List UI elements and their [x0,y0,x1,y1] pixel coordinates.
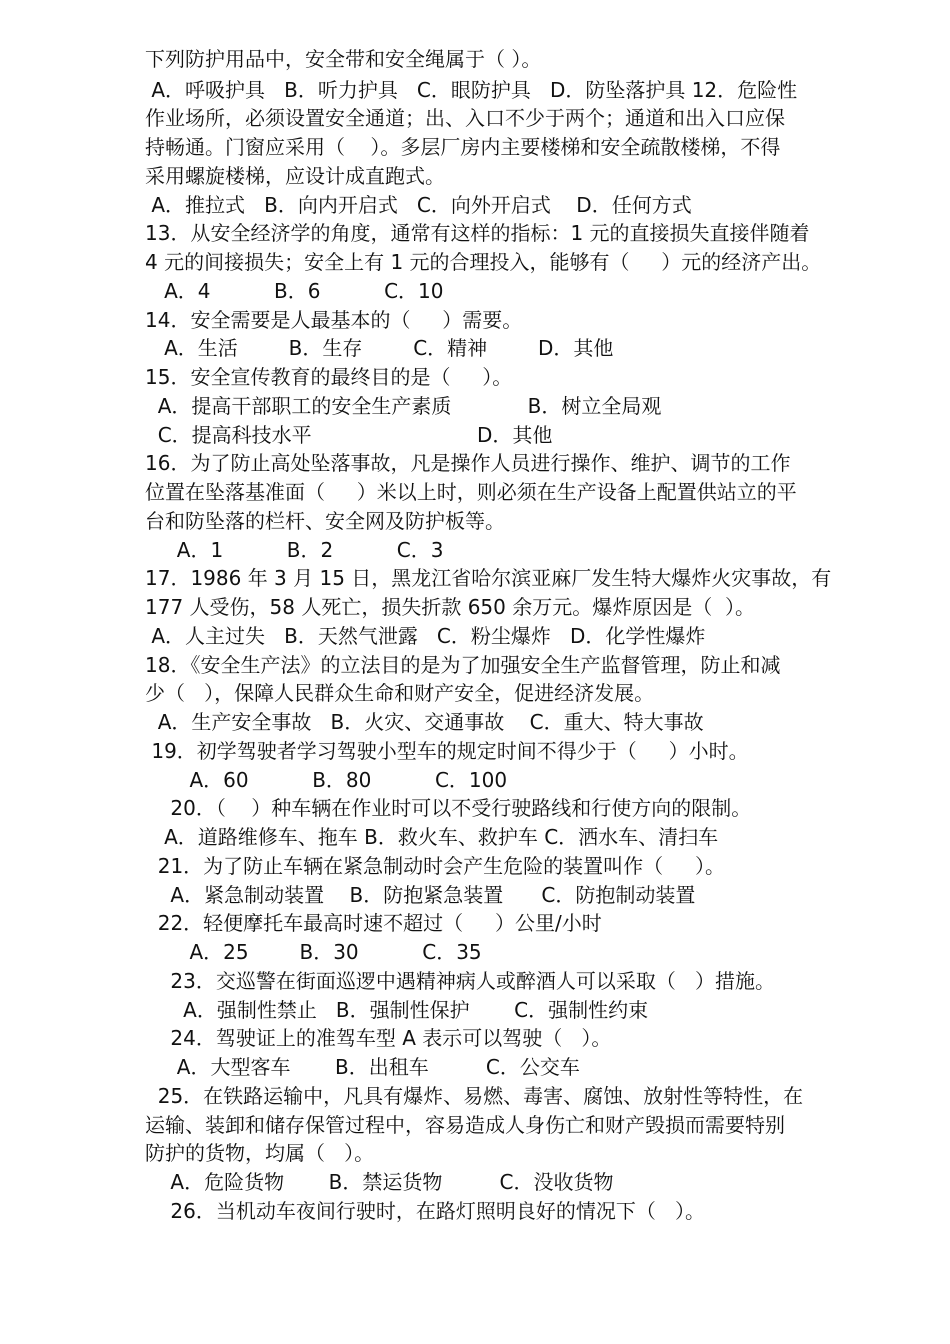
text-line: 18．《安全生产法》的立法目的是为了加强安全生产监督管理，防止和减 [145,653,781,677]
text-line: 运输、装卸和储存保管过程中，容易造成人身伤亡和财产毁损而需要特别 [145,1113,785,1137]
text-line: A．提高干部职工的安全生产素质 B．树立全局观 [145,394,662,418]
text-line: 26．当机动车夜间行驶时，在路灯照明良好的情况下（ ）。 [145,1199,705,1223]
text-line: 15．安全宣传教育的最终目的是（ ）。 [145,365,513,389]
text-line: 25．在铁路运输中，凡具有爆炸、易燃、毒害、腐蚀、放射性等特性，在 [145,1084,804,1108]
text-line: A．紧急制动装置 B．防抱紧急装置 C．防抱制动装置 [145,883,696,907]
text-line: 177 人受伤，58 人死亡，损失折款 650 余万元。爆炸原因是（ ）。 [145,595,755,619]
text-line: 21．为了防止车辆在紧急制动时会产生危险的装置叫作（ ）。 [145,854,725,878]
text-line: 防护的货物，均属（ ）。 [145,1141,375,1165]
text-line: A．强制性禁止 B．强制性保护 C．强制性约束 [145,998,649,1022]
text-line: 20．（ ）种车辆在作业时可以不受行驶路线和行使方向的限制。 [145,796,752,820]
text-line: 14．安全需要是人最基本的（ ）需要。 [145,308,523,332]
text-line: 13．从安全经济学的角度，通常有这样的指标：1 元的直接损失直接伴随着 [145,221,810,245]
text-line: 22．轻便摩托车最高时速不超过（ ）公里/小时 [145,911,602,935]
text-line: A．60 B．80 C．100 [145,768,508,792]
text-line: 4 元的间接损失；安全上有 1 元的合理投入，能够有（ ）元的经济产出。 [145,250,822,274]
text-line: A．道路维修车、拖车 B．救火车、救护车 C．洒水车、清扫车 [145,825,719,849]
text-line: A．25 B．30 C．35 [145,940,482,964]
text-line: A．人主过失 B．天然气泄露 C．粉尘爆炸 D．化学性爆炸 [145,624,706,648]
text-line: 19．初学驾驶者学习驾驶小型车的规定时间不得少于（ ）小时。 [145,739,749,763]
text-line: 持畅通。门窗应采用（ ）。多层厂房内主要楼梯和安全疏散楼梯，不得 [145,135,781,159]
text-line: 23．交巡警在街面巡逻中遇精神病人或醉酒人可以采取（ ）措施。 [145,969,775,993]
text-line: A．呼吸护具 B．听力护具 C．眼防护具 D．防坠落护具 12．危险性 [145,78,798,102]
text-line: A．1 B．2 C．3 [145,538,444,562]
text-line: 作业场所，必须设置安全通道；出、入口不少于两个；通道和出入口应保 [145,106,785,130]
text-line: 少（ ），保障人民群众生命和财产安全，促进经济发展。 [145,681,655,705]
text-line: C．提高科技水平 D．其他 [145,423,553,447]
text-line: 位置在坠落基准面（ ）米以上时，则必须在生产设备上配置供站立的平 [145,480,797,504]
text-line: A．4 B．6 C．10 [145,279,444,303]
text-line: 采用螺旋楼梯，应设计成直跑式。 [145,164,445,188]
text-line: 下列防护用品中，安全带和安全绳属于（ ）。 [145,47,542,71]
text-line: A．推拉式 B．向内开启式 C．向外开启式 D．任何方式 [145,193,692,217]
text-line: A．危险货物 B．禁运货物 C．没收货物 [145,1170,614,1194]
text-line: A．生产安全事故 B．火灾、交通事故 C．重大、特大事故 [145,710,704,734]
text-line: 16．为了防止高处坠落事故，凡是操作人员进行操作、维护、调节的工作 [145,451,791,475]
text-line: A．生活 B．生存 C．精神 D．其他 [145,336,614,360]
text-line: 24．驾驶证上的准驾车型 A 表示可以驾驶（ ）。 [145,1026,612,1050]
text-line: 台和防坠落的栏杆、安全网及防护板等。 [145,509,505,533]
text-line: A．大型客车 B．出租车 C．公交车 [145,1055,580,1079]
text-line: 17．1986 年 3 月 15 日，黑龙江省哈尔滨亚麻厂发生特大爆炸火灾事故，有 [145,566,832,590]
